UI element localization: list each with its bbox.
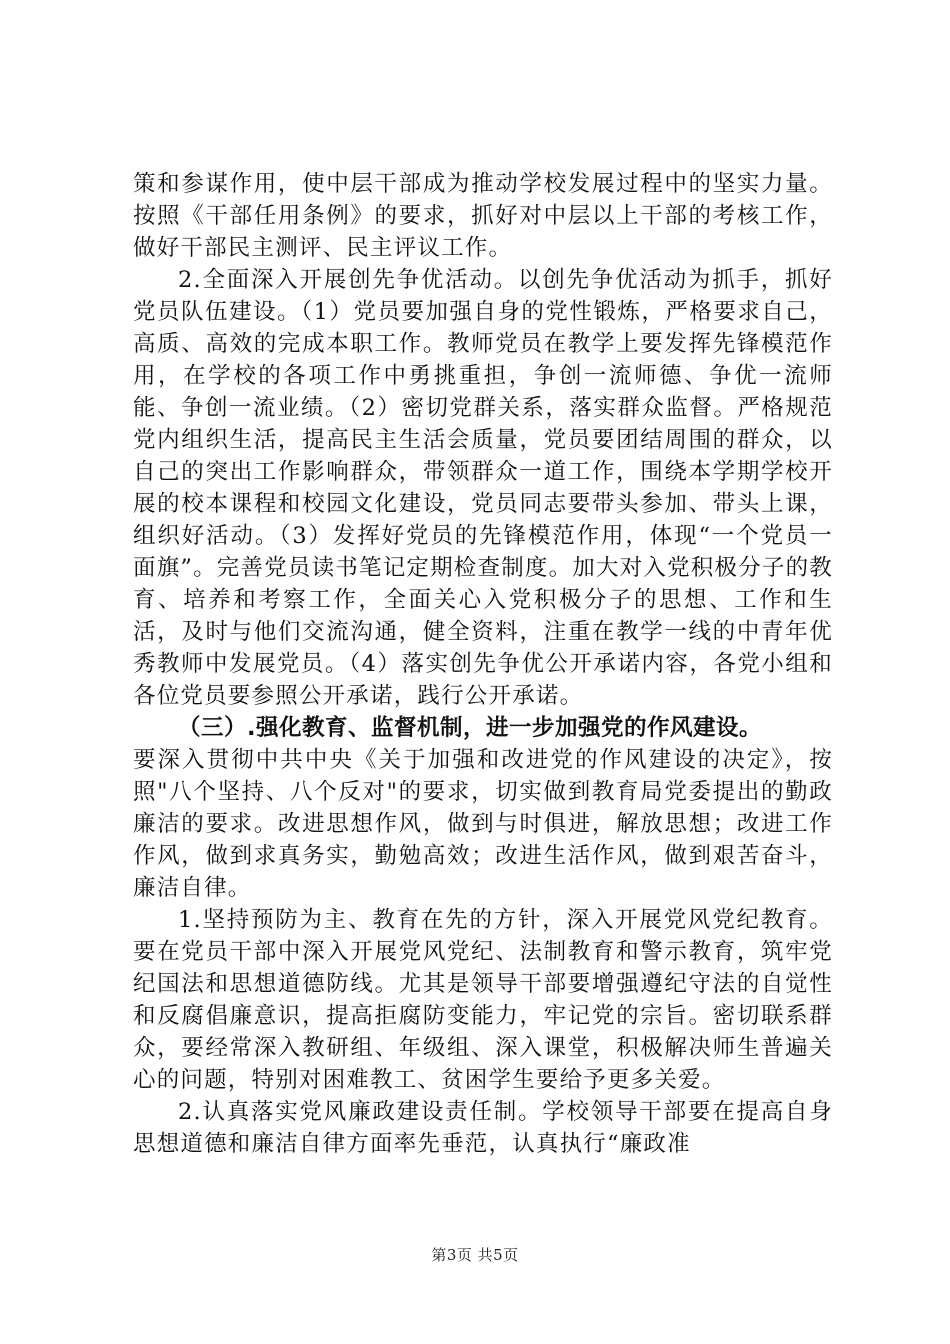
document-body xyxy=(133,168,833,1160)
paragraph-item-1-prevention: 1.坚持预防为主、教育在先的方针，深入开展党风党纪教育。要在党员干部中深入开展党风党纪、法制教育和警示教育，筑牢党纪国法和思想道德防线。尤其是领导干部要增强遵纪守法的自觉性和反腐倡廉意识，提高拒腐防变能力，牢记党的宗旨。密切联系群众，要经常深入教研组、年级组、深入课堂，积极解决师生普遍关心的问题，特别对困难教工、贫困学生要给予更多关爱。 xyxy=(133,907,833,1093)
paragraph-item-2-activities: 2.全面深入开展创先争优活动。以创先争优活动为抓手，抓好党员队伍建设。（1）党员要加强自身的党性锻炼，严格要求自己，高质、高效的完成本职工作。教师党员在教学上要发挥先锋模范作用，在学校的各项工作中勇挑重担，争创一流师德、争优一流师能、争创一流业绩。（2）密切党群关系，落实群众监督。严格规范党内组织生活，提高民主生活会质量，党员要团结周围的群众，以自己的突出工作影响群众，带领群众一道工作，围绕本学期学校开展的校本课程和校园文化建设，党员同志要带头参加、带头上课，组织好活动。（3）发挥好党员的先锋模范作用，体现“一个党员一面旗”。完善党员读书笔记定期检查制度。加大对入党积极分子的教育、培养和考察工作，全面关心入党积极分子的思想、工作和生活，及时与他们交流沟通，健全资料，注重在教学一线的中青年优秀教师中发展党员。（4）落实创先争优公开承诺内容，各党小组和各位党员要参照公开承诺，践行公开承诺。 xyxy=(133,267,834,709)
paragraph-section-3-intro: 要深入贯彻中共中央《关于加强和改进党的作风建设的决定》，按照"八个坚持、八个反对"的要求，切实做到教育局党委提出的勤政廉洁的要求。改进思想作风，做到与时俱进，解放思想；改进工作作风，做到求真务实，勤勉高效；改进生活作风，做到艰苦奋斗，廉洁自律。 xyxy=(133,747,833,901)
page-footer: 第3页 共5页 xyxy=(431,1246,519,1264)
paragraph-item-2-responsibility: 2.认真落实党风廉政建设责任制。学校领导干部要在提高自身思想道德和廉洁自律方面率先垂范，认真执行“廉政准 xyxy=(133,1099,833,1157)
paragraph-continuation: 策和参谋作用，使中层干部成为推动学校发展过程中的坚实力量。按照《干部任用条例》的要求，抓好对中层以上干部的考核工作，做好干部民主测评、民主评议工作。 xyxy=(133,171,833,261)
section-heading-3: （三）.强化教育、监督机制，进一步加强党的作风建设。 xyxy=(178,715,763,741)
